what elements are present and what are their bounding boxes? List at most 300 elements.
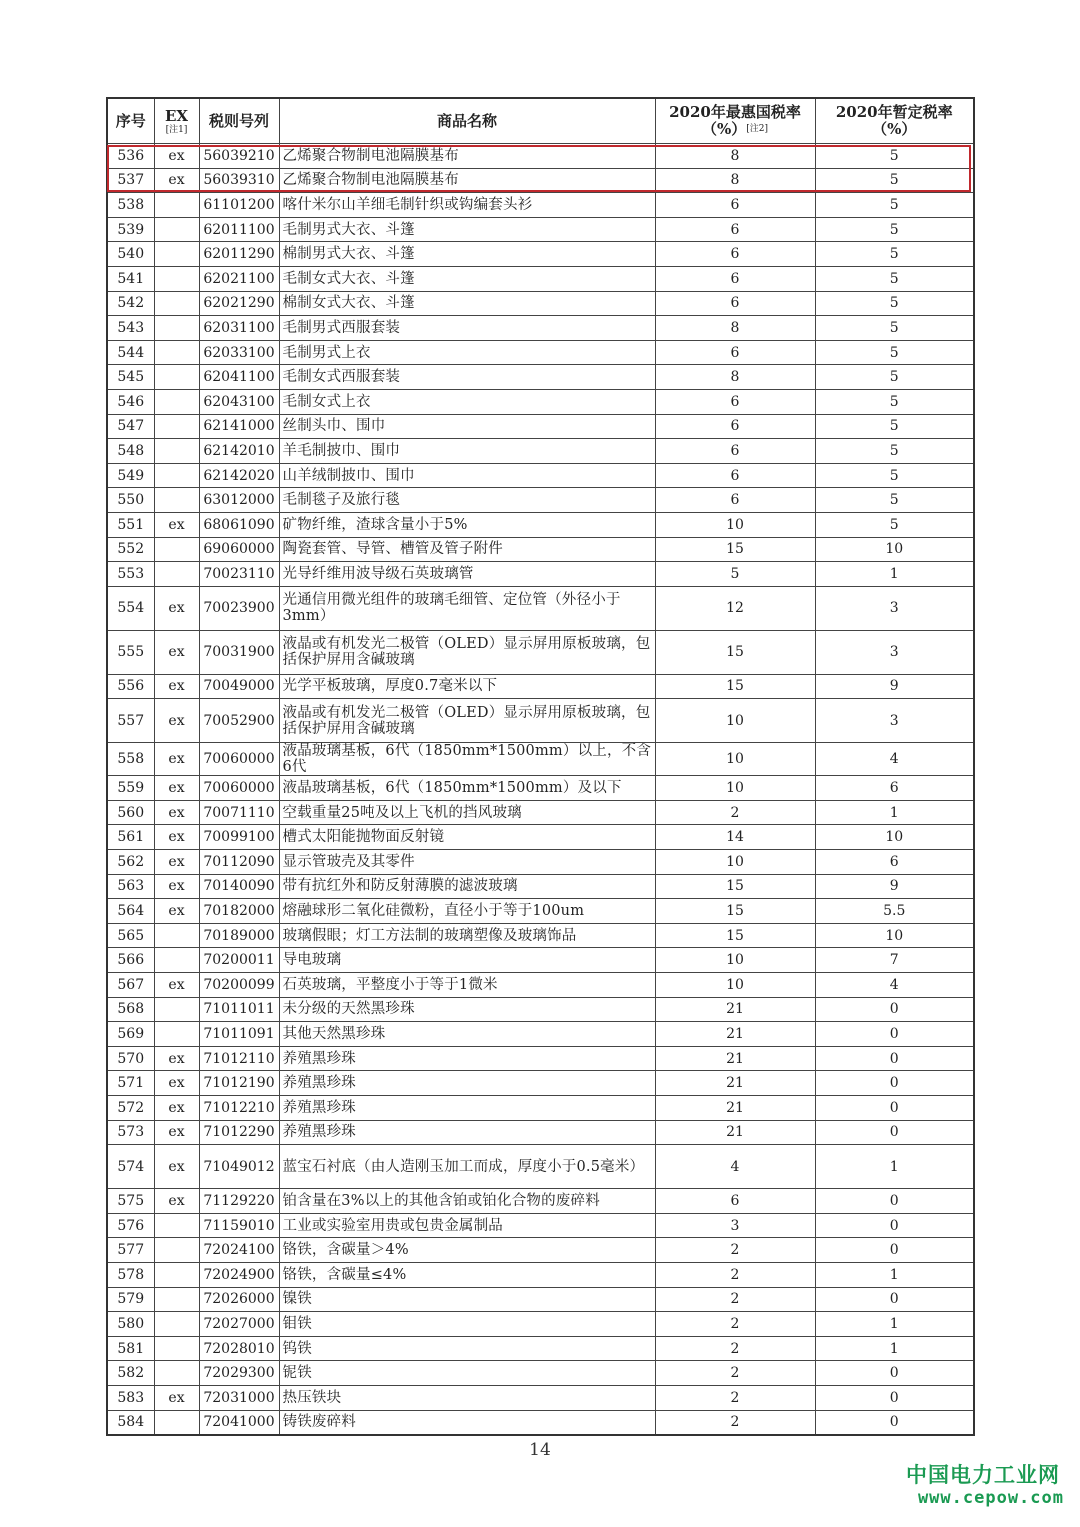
cell-prov: 0 bbox=[815, 1189, 974, 1214]
cell-seq: 547 bbox=[107, 414, 154, 439]
cell-name: 铬铁，含碳量≤4% bbox=[279, 1262, 655, 1287]
table-row bbox=[107, 1312, 974, 1337]
table-row bbox=[107, 586, 974, 630]
cell-name: 陶瓷套管、导管、槽管及管子附件 bbox=[279, 537, 655, 562]
cell-prov: 4 bbox=[815, 973, 974, 998]
cell-name: 蓝宝石衬底（由人造刚玉加工而成，厚度小于0.5毫米） bbox=[279, 1145, 655, 1189]
table-row bbox=[107, 291, 974, 316]
cell-mfn: 4 bbox=[655, 1145, 815, 1189]
cell-mfn: 6 bbox=[655, 340, 815, 365]
cell-ex: ex bbox=[154, 168, 199, 193]
cell-prov: 1 bbox=[815, 1145, 974, 1189]
cell-seq: 575 bbox=[107, 1189, 154, 1214]
cell-code: 70060000 bbox=[199, 743, 279, 776]
cell-mfn: 6 bbox=[655, 488, 815, 513]
cell-ex: ex bbox=[154, 743, 199, 776]
cell-seq: 579 bbox=[107, 1287, 154, 1312]
cell-code: 72029300 bbox=[199, 1361, 279, 1386]
cell-mfn: 2 bbox=[655, 1336, 815, 1361]
cell-ex bbox=[154, 1238, 199, 1263]
cell-code: 72027000 bbox=[199, 1312, 279, 1337]
cell-code: 70071110 bbox=[199, 800, 279, 825]
cell-ex bbox=[154, 291, 199, 316]
cell-seq: 580 bbox=[107, 1312, 154, 1337]
header-mfn-unit: （%） bbox=[701, 120, 747, 138]
cell-code: 71129220 bbox=[199, 1189, 279, 1214]
table-row bbox=[107, 217, 974, 242]
cell-seq: 538 bbox=[107, 193, 154, 218]
cell-mfn: 6 bbox=[655, 439, 815, 464]
cell-code: 72024900 bbox=[199, 1262, 279, 1287]
table-row bbox=[107, 776, 974, 801]
cell-code: 71011091 bbox=[199, 1022, 279, 1047]
cell-code: 71012210 bbox=[199, 1096, 279, 1121]
cell-name: 毛制男式上衣 bbox=[279, 340, 655, 365]
cell-seq: 582 bbox=[107, 1361, 154, 1386]
cell-prov: 9 bbox=[815, 874, 974, 899]
cell-seq: 552 bbox=[107, 537, 154, 562]
cell-code: 62142010 bbox=[199, 439, 279, 464]
cell-prov: 6 bbox=[815, 776, 974, 801]
cell-mfn: 21 bbox=[655, 1022, 815, 1047]
cell-prov: 0 bbox=[815, 997, 974, 1022]
table-row bbox=[107, 674, 974, 699]
cell-prov: 7 bbox=[815, 948, 974, 973]
cell-seq: 561 bbox=[107, 825, 154, 850]
table-row bbox=[107, 316, 974, 341]
cell-code: 62043100 bbox=[199, 389, 279, 414]
cell-code: 72028010 bbox=[199, 1336, 279, 1361]
cell-seq: 577 bbox=[107, 1238, 154, 1263]
cell-mfn: 2 bbox=[655, 1312, 815, 1337]
cell-prov: 5 bbox=[815, 340, 974, 365]
cell-mfn: 2 bbox=[655, 1287, 815, 1312]
cell-prov: 3 bbox=[815, 699, 974, 743]
cell-ex bbox=[154, 923, 199, 948]
table-row bbox=[107, 562, 974, 587]
table-row bbox=[107, 439, 974, 464]
cell-ex: ex bbox=[154, 825, 199, 850]
cell-ex: ex bbox=[154, 899, 199, 924]
cell-name: 工业或实验室用贵或包贵金属制品 bbox=[279, 1213, 655, 1238]
cell-name: 钼铁 bbox=[279, 1312, 655, 1337]
tariff-table bbox=[106, 97, 975, 1436]
table-row bbox=[107, 743, 974, 776]
cell-seq: 540 bbox=[107, 242, 154, 267]
cell-prov: 5 bbox=[815, 512, 974, 537]
cell-code: 62021290 bbox=[199, 291, 279, 316]
cell-seq: 536 bbox=[107, 144, 154, 169]
cell-code: 62041100 bbox=[199, 365, 279, 390]
cell-seq: 548 bbox=[107, 439, 154, 464]
cell-name: 棉制女式大衣、斗篷 bbox=[279, 291, 655, 316]
cell-mfn: 15 bbox=[655, 923, 815, 948]
cell-prov: 0 bbox=[815, 1022, 974, 1047]
cell-name: 喀什米尔山羊细毛制针织或钩编套头衫 bbox=[279, 193, 655, 218]
cell-mfn: 8 bbox=[655, 144, 815, 169]
cell-mfn: 21 bbox=[655, 1046, 815, 1071]
header-seq: 序号 bbox=[107, 98, 154, 144]
table-row bbox=[107, 389, 974, 414]
cell-code: 62011100 bbox=[199, 217, 279, 242]
cell-prov: 1 bbox=[815, 1336, 974, 1361]
table-body bbox=[107, 144, 974, 1435]
cell-prov: 5 bbox=[815, 389, 974, 414]
page-number: 14 bbox=[529, 1440, 551, 1460]
cell-ex: ex bbox=[154, 630, 199, 674]
table-row bbox=[107, 923, 974, 948]
cell-seq: 537 bbox=[107, 168, 154, 193]
cell-ex bbox=[154, 1213, 199, 1238]
cell-mfn: 15 bbox=[655, 537, 815, 562]
cell-ex: ex bbox=[154, 1096, 199, 1121]
cell-name: 带有抗红外和防反射薄膜的滤波玻璃 bbox=[279, 874, 655, 899]
cell-ex: ex bbox=[154, 874, 199, 899]
cell-name: 槽式太阳能抛物面反射镜 bbox=[279, 825, 655, 850]
table-row bbox=[107, 630, 974, 674]
cell-prov: 3 bbox=[815, 630, 974, 674]
table-row bbox=[107, 1410, 974, 1435]
header-mfn-line1: 2020年最惠国税率 bbox=[669, 103, 801, 121]
cell-seq: 583 bbox=[107, 1385, 154, 1410]
cell-mfn: 5 bbox=[655, 562, 815, 587]
cell-prov: 1 bbox=[815, 1262, 974, 1287]
cell-seq: 557 bbox=[107, 699, 154, 743]
cell-ex bbox=[154, 193, 199, 218]
cell-code: 70200011 bbox=[199, 948, 279, 973]
cell-name: 铌铁 bbox=[279, 1361, 655, 1386]
cell-mfn: 6 bbox=[655, 242, 815, 267]
cell-ex bbox=[154, 414, 199, 439]
cell-ex bbox=[154, 439, 199, 464]
table-row bbox=[107, 1189, 974, 1214]
table-row bbox=[107, 1262, 974, 1287]
table-row bbox=[107, 1120, 974, 1145]
cell-mfn: 15 bbox=[655, 899, 815, 924]
cell-prov: 10 bbox=[815, 537, 974, 562]
cell-code: 61101200 bbox=[199, 193, 279, 218]
cell-ex bbox=[154, 1287, 199, 1312]
cell-prov: 0 bbox=[815, 1385, 974, 1410]
cell-mfn: 15 bbox=[655, 674, 815, 699]
table-header bbox=[107, 98, 974, 144]
cell-name: 乙烯聚合物制电池隔膜基布 bbox=[279, 144, 655, 169]
cell-code: 72026000 bbox=[199, 1287, 279, 1312]
cell-name: 乙烯聚合物制电池隔膜基布 bbox=[279, 168, 655, 193]
cell-ex bbox=[154, 1312, 199, 1337]
cell-ex bbox=[154, 1336, 199, 1361]
cell-prov: 10 bbox=[815, 825, 974, 850]
cell-mfn: 14 bbox=[655, 825, 815, 850]
cell-seq: 570 bbox=[107, 1046, 154, 1071]
header-ex bbox=[154, 98, 199, 144]
cell-name: 玻璃假眼；灯工方法制的玻璃塑像及玻璃饰品 bbox=[279, 923, 655, 948]
cell-code: 70112090 bbox=[199, 850, 279, 875]
cell-code: 70023110 bbox=[199, 562, 279, 587]
cell-code: 62031100 bbox=[199, 316, 279, 341]
cell-seq: 549 bbox=[107, 463, 154, 488]
cell-seq: 559 bbox=[107, 776, 154, 801]
cell-code: 71012110 bbox=[199, 1046, 279, 1071]
cell-name: 熔融球形二氧化硅微粉，直径小于等于100um bbox=[279, 899, 655, 924]
cell-name: 毛制女式大衣、斗篷 bbox=[279, 266, 655, 291]
cell-mfn: 2 bbox=[655, 1385, 815, 1410]
cell-prov: 10 bbox=[815, 923, 974, 948]
cell-mfn: 15 bbox=[655, 874, 815, 899]
cell-ex bbox=[154, 997, 199, 1022]
table-row bbox=[107, 1238, 974, 1263]
table-row bbox=[107, 973, 974, 998]
cell-mfn: 6 bbox=[655, 414, 815, 439]
cell-name: 丝制头巾、围巾 bbox=[279, 414, 655, 439]
cell-name: 毛制女式西服套装 bbox=[279, 365, 655, 390]
cell-seq: 572 bbox=[107, 1096, 154, 1121]
cell-ex: ex bbox=[154, 1071, 199, 1096]
cell-mfn: 10 bbox=[655, 973, 815, 998]
header-mfn-note: [注2] bbox=[746, 124, 768, 134]
cell-ex: ex bbox=[154, 144, 199, 169]
cell-prov: 5 bbox=[815, 266, 974, 291]
cell-seq: 578 bbox=[107, 1262, 154, 1287]
cell-name: 铂含量在3%以上的其他含铂或铂化合物的废碎料 bbox=[279, 1189, 655, 1214]
cell-mfn: 6 bbox=[655, 463, 815, 488]
table-row bbox=[107, 144, 974, 169]
cell-prov: 0 bbox=[815, 1096, 974, 1121]
header-ex-note: [注1] bbox=[165, 124, 188, 135]
cell-mfn: 3 bbox=[655, 1213, 815, 1238]
cell-ex bbox=[154, 488, 199, 513]
cell-name: 山羊绒制披巾、围巾 bbox=[279, 463, 655, 488]
cell-mfn: 10 bbox=[655, 850, 815, 875]
cell-prov: 6 bbox=[815, 850, 974, 875]
table-row bbox=[107, 1287, 974, 1312]
cell-code: 70031900 bbox=[199, 630, 279, 674]
cell-name: 液晶或有机发光二极管（OLED）显示屏用原板玻璃，包括保护屏用含碱玻璃 bbox=[279, 699, 655, 743]
table-row bbox=[107, 488, 974, 513]
cell-mfn: 8 bbox=[655, 316, 815, 341]
cell-ex bbox=[154, 1022, 199, 1047]
cell-prov: 0 bbox=[815, 1410, 974, 1435]
cell-code: 62141000 bbox=[199, 414, 279, 439]
cell-prov: 5 bbox=[815, 488, 974, 513]
cell-mfn: 6 bbox=[655, 193, 815, 218]
cell-mfn: 21 bbox=[655, 1120, 815, 1145]
cell-ex bbox=[154, 1410, 199, 1435]
cell-ex bbox=[154, 537, 199, 562]
cell-code: 68061090 bbox=[199, 512, 279, 537]
cell-ex bbox=[154, 217, 199, 242]
cell-ex: ex bbox=[154, 776, 199, 801]
cell-code: 71012190 bbox=[199, 1071, 279, 1096]
cell-name: 其他天然黑珍珠 bbox=[279, 1022, 655, 1047]
cell-mfn: 10 bbox=[655, 512, 815, 537]
cell-ex bbox=[154, 242, 199, 267]
table-row bbox=[107, 874, 974, 899]
cell-ex: ex bbox=[154, 699, 199, 743]
table-row bbox=[107, 1096, 974, 1121]
cell-code: 71159010 bbox=[199, 1213, 279, 1238]
table-row bbox=[107, 1046, 974, 1071]
table-row bbox=[107, 699, 974, 743]
cell-prov: 5.5 bbox=[815, 899, 974, 924]
cell-name: 铸铁废碎料 bbox=[279, 1410, 655, 1435]
cell-ex bbox=[154, 340, 199, 365]
table-row bbox=[107, 512, 974, 537]
cell-code: 70200099 bbox=[199, 973, 279, 998]
cell-seq: 554 bbox=[107, 586, 154, 630]
cell-ex bbox=[154, 316, 199, 341]
cell-code: 72024100 bbox=[199, 1238, 279, 1263]
cell-prov: 0 bbox=[815, 1071, 974, 1096]
cell-seq: 556 bbox=[107, 674, 154, 699]
cell-ex bbox=[154, 365, 199, 390]
header-mfn-rate bbox=[655, 98, 815, 144]
cell-mfn: 2 bbox=[655, 1262, 815, 1287]
cell-ex bbox=[154, 389, 199, 414]
cell-mfn: 10 bbox=[655, 948, 815, 973]
cell-prov: 4 bbox=[815, 743, 974, 776]
cell-prov: 5 bbox=[815, 193, 974, 218]
cell-name: 毛制女式上衣 bbox=[279, 389, 655, 414]
table-row bbox=[107, 1336, 974, 1361]
cell-ex: ex bbox=[154, 1120, 199, 1145]
cell-mfn: 8 bbox=[655, 365, 815, 390]
cell-code: 70052900 bbox=[199, 699, 279, 743]
cell-seq: 542 bbox=[107, 291, 154, 316]
cell-code: 62021100 bbox=[199, 266, 279, 291]
cell-ex bbox=[154, 266, 199, 291]
cell-seq: 555 bbox=[107, 630, 154, 674]
cell-mfn: 6 bbox=[655, 389, 815, 414]
cell-seq: 581 bbox=[107, 1336, 154, 1361]
cell-name: 毛制男式西服套装 bbox=[279, 316, 655, 341]
cell-ex: ex bbox=[154, 973, 199, 998]
cell-name: 羊毛制披巾、围巾 bbox=[279, 439, 655, 464]
cell-prov: 1 bbox=[815, 800, 974, 825]
cell-prov: 5 bbox=[815, 217, 974, 242]
cell-ex bbox=[154, 948, 199, 973]
table-row bbox=[107, 414, 974, 439]
table-row bbox=[107, 1213, 974, 1238]
cell-prov: 5 bbox=[815, 316, 974, 341]
cell-mfn: 10 bbox=[655, 699, 815, 743]
cell-ex: ex bbox=[154, 1145, 199, 1189]
cell-ex: ex bbox=[154, 512, 199, 537]
cell-seq: 544 bbox=[107, 340, 154, 365]
cell-code: 72041000 bbox=[199, 1410, 279, 1435]
table-row bbox=[107, 365, 974, 390]
cell-prov: 0 bbox=[815, 1213, 974, 1238]
watermark-name: 中国电力工业网 bbox=[906, 1463, 1060, 1487]
cell-ex bbox=[154, 1262, 199, 1287]
table-row bbox=[107, 1071, 974, 1096]
cell-name: 棉制男式大衣、斗篷 bbox=[279, 242, 655, 267]
cell-code: 69060000 bbox=[199, 537, 279, 562]
table-row bbox=[107, 825, 974, 850]
cell-prov: 0 bbox=[815, 1046, 974, 1071]
cell-name: 光学平板玻璃，厚度0.7毫米以下 bbox=[279, 674, 655, 699]
cell-seq: 569 bbox=[107, 1022, 154, 1047]
cell-prov: 0 bbox=[815, 1287, 974, 1312]
cell-code: 70182000 bbox=[199, 899, 279, 924]
cell-prov: 5 bbox=[815, 414, 974, 439]
cell-prov: 5 bbox=[815, 365, 974, 390]
cell-mfn: 6 bbox=[655, 1189, 815, 1214]
cell-name: 液晶玻璃基板，6代（1850mm*1500mm）以上，不含6代 bbox=[279, 743, 655, 776]
cell-name: 热压铁块 bbox=[279, 1385, 655, 1410]
table-row bbox=[107, 1145, 974, 1189]
cell-prov: 0 bbox=[815, 1120, 974, 1145]
cell-seq: 568 bbox=[107, 997, 154, 1022]
cell-code: 72031000 bbox=[199, 1385, 279, 1410]
cell-code: 71011011 bbox=[199, 997, 279, 1022]
cell-name: 养殖黑珍珠 bbox=[279, 1071, 655, 1096]
cell-name: 铬铁，含碳量＞4% bbox=[279, 1238, 655, 1263]
cell-code: 62011290 bbox=[199, 242, 279, 267]
cell-seq: 571 bbox=[107, 1071, 154, 1096]
cell-seq: 573 bbox=[107, 1120, 154, 1145]
cell-mfn: 6 bbox=[655, 217, 815, 242]
cell-mfn: 21 bbox=[655, 1071, 815, 1096]
header-provisional-rate bbox=[815, 98, 974, 144]
table-row bbox=[107, 1385, 974, 1410]
header-name: 商品名称 bbox=[279, 98, 655, 144]
cell-mfn: 2 bbox=[655, 800, 815, 825]
cell-code: 70023900 bbox=[199, 586, 279, 630]
cell-prov: 0 bbox=[815, 1361, 974, 1386]
table-row bbox=[107, 340, 974, 365]
table-row bbox=[107, 463, 974, 488]
table-row bbox=[107, 193, 974, 218]
cell-seq: 539 bbox=[107, 217, 154, 242]
cell-code: 70189000 bbox=[199, 923, 279, 948]
cell-prov: 9 bbox=[815, 674, 974, 699]
cell-name: 导电玻璃 bbox=[279, 948, 655, 973]
cell-mfn: 6 bbox=[655, 291, 815, 316]
cell-name: 毛制毯子及旅行毯 bbox=[279, 488, 655, 513]
table-row bbox=[107, 1022, 974, 1047]
header-prov-line2: （%） bbox=[872, 120, 917, 138]
cell-seq: 563 bbox=[107, 874, 154, 899]
cell-ex: ex bbox=[154, 674, 199, 699]
cell-seq: 565 bbox=[107, 923, 154, 948]
cell-ex bbox=[154, 1361, 199, 1386]
cell-code: 70140090 bbox=[199, 874, 279, 899]
cell-seq: 553 bbox=[107, 562, 154, 587]
cell-prov: 5 bbox=[815, 439, 974, 464]
header-ex-label: EX bbox=[164, 106, 189, 125]
cell-ex: ex bbox=[154, 800, 199, 825]
cell-mfn: 2 bbox=[655, 1361, 815, 1386]
table-row bbox=[107, 537, 974, 562]
cell-prov: 5 bbox=[815, 463, 974, 488]
cell-prov: 1 bbox=[815, 1312, 974, 1337]
cell-ex: ex bbox=[154, 1189, 199, 1214]
cell-ex: ex bbox=[154, 1046, 199, 1071]
cell-name: 液晶或有机发光二极管（OLED）显示屏用原板玻璃，包括保护屏用含碱玻璃 bbox=[279, 630, 655, 674]
table-row bbox=[107, 948, 974, 973]
cell-name: 钨铁 bbox=[279, 1336, 655, 1361]
cell-code: 70049000 bbox=[199, 674, 279, 699]
cell-mfn: 2 bbox=[655, 1238, 815, 1263]
cell-name: 养殖黑珍珠 bbox=[279, 1096, 655, 1121]
table-row bbox=[107, 266, 974, 291]
cell-mfn: 15 bbox=[655, 630, 815, 674]
table-row bbox=[107, 997, 974, 1022]
cell-name: 毛制男式大衣、斗篷 bbox=[279, 217, 655, 242]
cell-prov: 3 bbox=[815, 586, 974, 630]
cell-prov: 1 bbox=[815, 562, 974, 587]
